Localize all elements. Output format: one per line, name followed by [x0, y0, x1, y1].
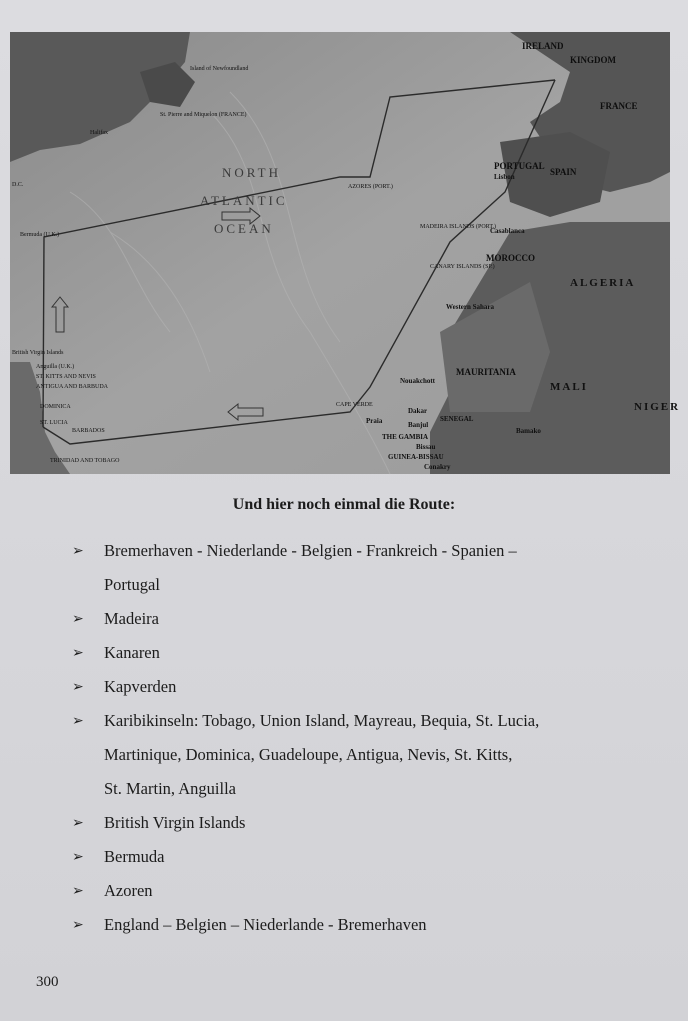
label-banjul: Banjul — [408, 421, 429, 429]
label-dominica: DOMINICA — [40, 404, 71, 410]
arrowhead-bullet-icon: ➢ — [72, 815, 84, 831]
list-item — [72, 704, 632, 738]
list-item — [72, 908, 632, 942]
list-item-text: Portugal — [104, 575, 160, 594]
label-guinea-bissau: GUINEA-BISSAU — [388, 453, 444, 461]
list-item-continuation — [72, 568, 632, 602]
list-item-text: Kapverden — [104, 677, 177, 696]
label-trinidad: TRINIDAD AND TOBAGO — [50, 458, 120, 464]
label-canary: CANARY ISLANDS (SP.) — [430, 264, 495, 270]
list-item — [72, 806, 632, 840]
arrowhead-bullet-icon: ➢ — [72, 543, 84, 559]
arrowhead-bullet-icon: ➢ — [72, 713, 84, 729]
arrowhead-bullet-icon: ➢ — [72, 883, 84, 899]
label-st-kitts: ST. KITTS AND NEVIS — [36, 374, 96, 380]
label-st-lucia: ST. LUCIA — [40, 420, 68, 426]
arrowhead-bullet-icon: ➢ — [72, 645, 84, 661]
label-bamako: Bamako — [516, 427, 541, 435]
label-azores: AZORES (PORT.) — [348, 184, 393, 190]
label-lisbon: Lisbon — [494, 173, 515, 181]
label-dakar: Dakar — [408, 407, 428, 415]
label-nouakchott: Nouakchott — [400, 377, 436, 385]
label-western-sahara: Western Sahara — [446, 303, 495, 311]
list-item — [72, 534, 632, 568]
list-item — [72, 602, 632, 636]
label-anguilla: Anguilla (U.K.) — [36, 364, 75, 370]
label-madeira: MADEIRA ISLANDS (PORT.) — [420, 224, 497, 230]
arrowhead-bullet-icon: ➢ — [72, 917, 84, 933]
arrowhead-bullet-icon: ➢ — [72, 611, 84, 627]
label-bermuda: Bermuda (U.K.) — [20, 232, 60, 238]
label-antigua: ANTIGUA AND BARBUDA — [36, 384, 109, 390]
list-item-continuation — [72, 772, 632, 806]
label-algeria: ALGERIA — [570, 277, 636, 289]
label-cape-verde: CAPE VERDE — [336, 402, 373, 408]
list-item — [72, 636, 632, 670]
list-item-text: Kanaren — [104, 643, 160, 662]
label-mali: MALI — [550, 381, 588, 393]
label-niger: NIGER — [634, 401, 681, 413]
list-item-continuation — [72, 738, 632, 772]
list-item-text: Madeira — [104, 609, 159, 628]
label-barbados: BARBADOS — [72, 428, 105, 434]
list-item — [72, 840, 632, 874]
label-st-pierre: St. Pierre and Miquelon (FRANCE) — [160, 112, 247, 118]
list-item-text: Karibikinseln: Tobago, Union Island, Mayreau, Bequia, St. Lucia, — [104, 711, 540, 730]
arrowhead-bullet-icon: ➢ — [72, 849, 84, 865]
label-morocco: MOROCCO — [486, 253, 535, 263]
route-heading: Und hier noch einmal die Route: — [232, 496, 456, 513]
label-gambia: THE GAMBIA — [382, 433, 429, 441]
label-france: FRANCE — [600, 101, 638, 111]
list-item-text: Bremerhaven - Niederlande - Belgien - Frankreich - Spanien – — [104, 541, 517, 560]
label-bissau: Bissau — [416, 443, 436, 451]
list-item-text: Bermuda — [104, 847, 165, 866]
list-item-text: Azoren — [104, 881, 153, 900]
list-item — [72, 670, 632, 704]
label-conakry: Conakry — [424, 463, 451, 471]
list-item-text: England – Belgien – Niederlande - Bremerhaven — [104, 915, 427, 934]
arrowhead-bullet-icon: ➢ — [72, 679, 84, 695]
list-item-text: British Virgin Islands — [104, 813, 246, 832]
label-praia: Praia — [366, 417, 383, 425]
ocean-label-atlantic: ATLANTIC — [200, 193, 288, 208]
list-item-text: Martinique, Dominica, Guadeloupe, Antigua, Nevis, St. Kitts, — [104, 745, 513, 764]
route-list — [72, 534, 632, 942]
label-newfoundland: Island of Newfoundland — [190, 66, 249, 72]
ocean-label-ocean: OCEAN — [214, 221, 274, 236]
list-item-text: St. Martin, Anguilla — [104, 779, 236, 798]
label-senegal: SENEGAL — [440, 415, 474, 423]
page-number: 300 — [36, 974, 59, 990]
label-halifax: Halifax — [90, 130, 108, 136]
label-dc: D.C. — [12, 182, 24, 188]
label-bvi: British Virgin Islands — [12, 350, 64, 356]
label-ireland: IRELAND — [522, 41, 564, 51]
ocean-label-north: NORTH — [222, 165, 281, 180]
label-mauritania: MAURITANIA — [456, 367, 516, 377]
label-spain: SPAIN — [550, 167, 577, 177]
list-item — [72, 874, 632, 908]
label-portugal: PORTUGAL — [494, 161, 545, 171]
route-map — [10, 32, 681, 474]
label-casablanca: Casablanca — [490, 227, 525, 235]
label-kingdom: KINGDOM — [570, 55, 616, 65]
